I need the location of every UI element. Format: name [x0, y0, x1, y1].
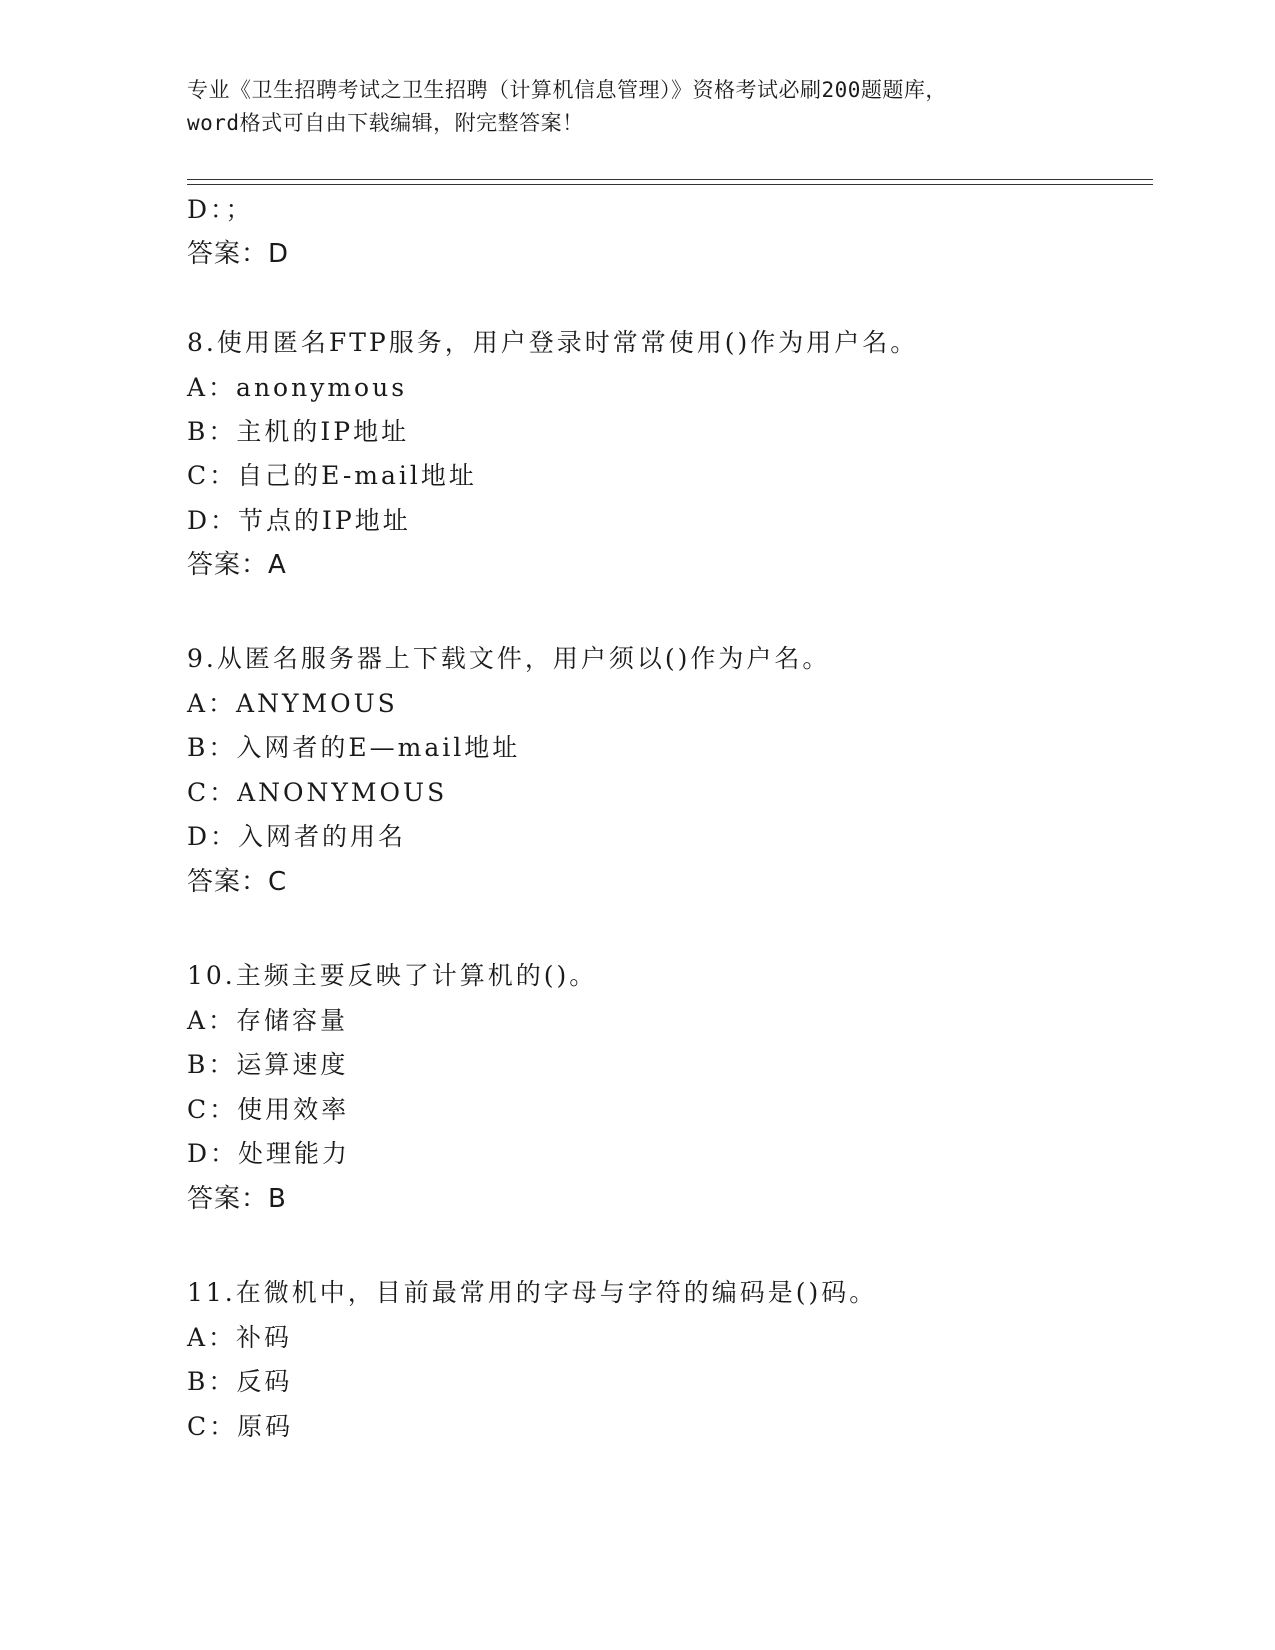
question-11-option-c: C：原码 [187, 1412, 294, 1441]
question-8-option-d: D：节点的IP地址 [187, 506, 411, 535]
document-header [187, 74, 1087, 140]
question-10-option-a: A：存储容量 [187, 1006, 349, 1035]
question-9-option-d: D：入网者的用名 [187, 822, 407, 851]
header-line-1: 专业《卫生招聘考试之卫生招聘（计算机信息管理）》资格考试必刷200题题库， [187, 78, 947, 102]
question-10-answer: 答案：B [187, 1184, 287, 1214]
question-9-option-a: A：ANYMOUS [187, 689, 398, 718]
question-9-option-c: C：ANONYMOUS [187, 778, 448, 807]
question-11-option-b: B：反码 [187, 1367, 293, 1396]
question-8-answer: 答案：A [187, 550, 287, 580]
question-9-answer: 答案：C [187, 867, 288, 897]
question-8-option-a: A：anonymous [187, 373, 408, 402]
prev-option-d: D：； [187, 195, 254, 224]
question-10-option-b: B：运算速度 [187, 1050, 349, 1079]
prev-answer: 答案：D [187, 239, 290, 269]
question-11-option-a: A：补码 [187, 1323, 293, 1352]
question-10-option-d: D：处理能力 [187, 1139, 351, 1168]
question-11-stem: 11.在微机中，目前最常用的字母与字符的编码是()码。 [187, 1278, 878, 1307]
question-10-option-c: C：使用效率 [187, 1095, 350, 1124]
question-9-option-b: B：入网者的E—mail地址 [187, 733, 521, 762]
header-line-2: word格式可自由下载编辑，附完整答案！ [187, 111, 584, 135]
header-divider-bottom [187, 184, 1153, 185]
question-9-stem: 9.从匿名服务器上下载文件，用户须以()作为户名。 [187, 644, 831, 673]
question-8-option-b: B：主机的IP地址 [187, 417, 410, 446]
question-8-option-c: C：自己的E-mail地址 [187, 461, 477, 490]
question-8-stem: 8.使用匿名FTP服务，用户登录时常常使用()作为用户名。 [187, 328, 919, 357]
header-divider-top [187, 179, 1153, 180]
question-10-stem: 10.主频主要反映了计算机的()。 [187, 961, 598, 990]
